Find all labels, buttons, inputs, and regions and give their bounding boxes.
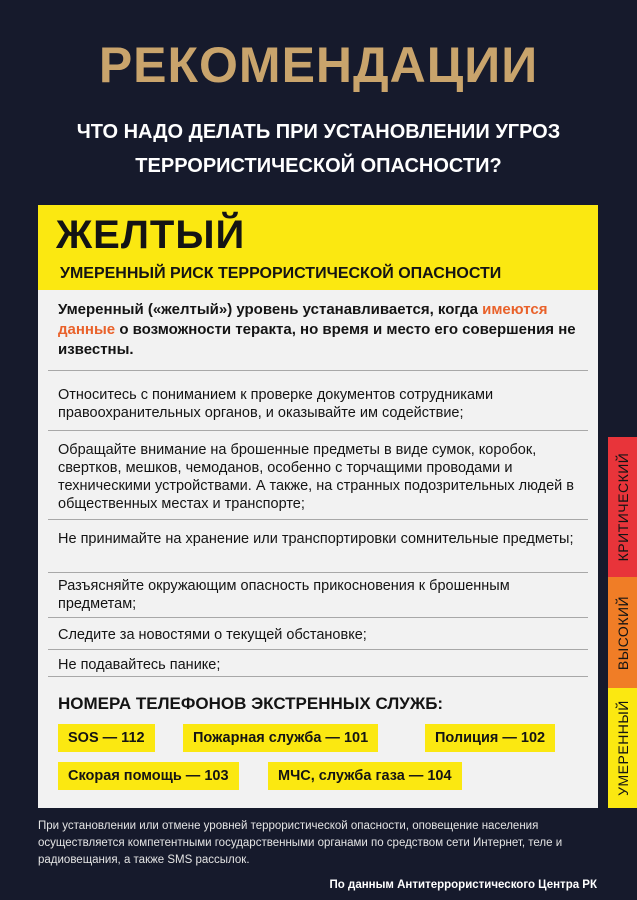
page-title: РЕКОМЕНДАЦИИ xyxy=(98,37,539,93)
side-level-label: УМЕРЕННЫЙ xyxy=(614,700,631,796)
side-level-high xyxy=(608,577,637,688)
intro-part-1: Умеренный («желтый») уровень устанавливается, когда xyxy=(58,301,478,318)
side-level-label: ВЫСОКИЙ xyxy=(614,595,631,670)
phone-badge-ambulance: Скорая помощь — 103 xyxy=(58,762,239,790)
recommendation-item: Не подавайтесь панике; xyxy=(58,657,221,673)
phone-badge-fire: Пожарная служба — 101 xyxy=(183,724,378,752)
intro-highlight: имеются данные xyxy=(58,301,548,338)
recommendation-item: Разъясняйте окружающим опасность прикосновения к брошенным предметам; xyxy=(58,578,510,612)
divider xyxy=(48,370,588,371)
footer-note: При установлении или отмене уровней террористической опасности, оповещение населения осуществляется компетентными государственными органами по средством сети Интернет, теле и радиовещания, а также SMS рассылок. xyxy=(38,820,563,866)
intro-text xyxy=(58,300,578,360)
divider xyxy=(48,430,588,431)
subtitle-line-1: ЧТО НАДО ДЕЛАТЬ ПРИ УСТАНОВЛЕНИИ УГРОЗ xyxy=(76,121,561,143)
recommendation-item: Обращайте внимание на брошенные предметы в виде сумок, коробок, свертков, мешков, чемоданов, особенно с торчащими проводами и техническими устройствами. А также, на странных подозрительных людей в общественных местах и транспорте; xyxy=(58,442,574,512)
level-name: ЖЕЛТЫЙ xyxy=(56,213,246,257)
recommendation-item: Относитесь с пониманием к проверке документов сотрудниками правоохранительных органов, и оказывайте им содействие; xyxy=(58,387,494,421)
side-level-moderate xyxy=(608,688,637,808)
intro-part-2: о возможности теракта, но время и место его совершения не известны. xyxy=(58,321,576,358)
phone-badge-sos: SOS — 112 xyxy=(58,724,155,752)
divider xyxy=(48,676,588,677)
recommendations-card xyxy=(38,290,598,808)
side-level-critical xyxy=(608,437,637,577)
phone-badge-emergency: МЧС, служба газа — 104 xyxy=(268,762,462,790)
divider xyxy=(48,572,588,573)
level-header xyxy=(38,205,598,290)
recommendation-item: Следите за новостями о текущей обстановке; xyxy=(58,627,367,643)
footer-source: По данным Антитеррористического Центра РК xyxy=(329,879,597,891)
page-subtitle xyxy=(0,115,637,183)
level-description: УМЕРЕННЫЙ РИСК ТЕРРОРИСТИЧЕСКОЙ ОПАСНОСТИ xyxy=(60,265,502,282)
recommendation-item: Не принимайте на хранение или транспортировки сомнительные предметы; xyxy=(58,531,574,547)
divider xyxy=(48,519,588,520)
divider xyxy=(48,617,588,618)
subtitle-line-2: ТЕРРОРИСТИЧЕСКОЙ ОПАСНОСТИ? xyxy=(135,155,502,177)
divider xyxy=(48,649,588,650)
phones-title: НОМЕРА ТЕЛЕФОНОВ ЭКСТРЕННЫХ СЛУЖБ: xyxy=(58,694,444,713)
phone-badge-police: Полиция — 102 xyxy=(425,724,555,752)
side-level-label: КРИТИЧЕСКИЙ xyxy=(614,452,631,562)
